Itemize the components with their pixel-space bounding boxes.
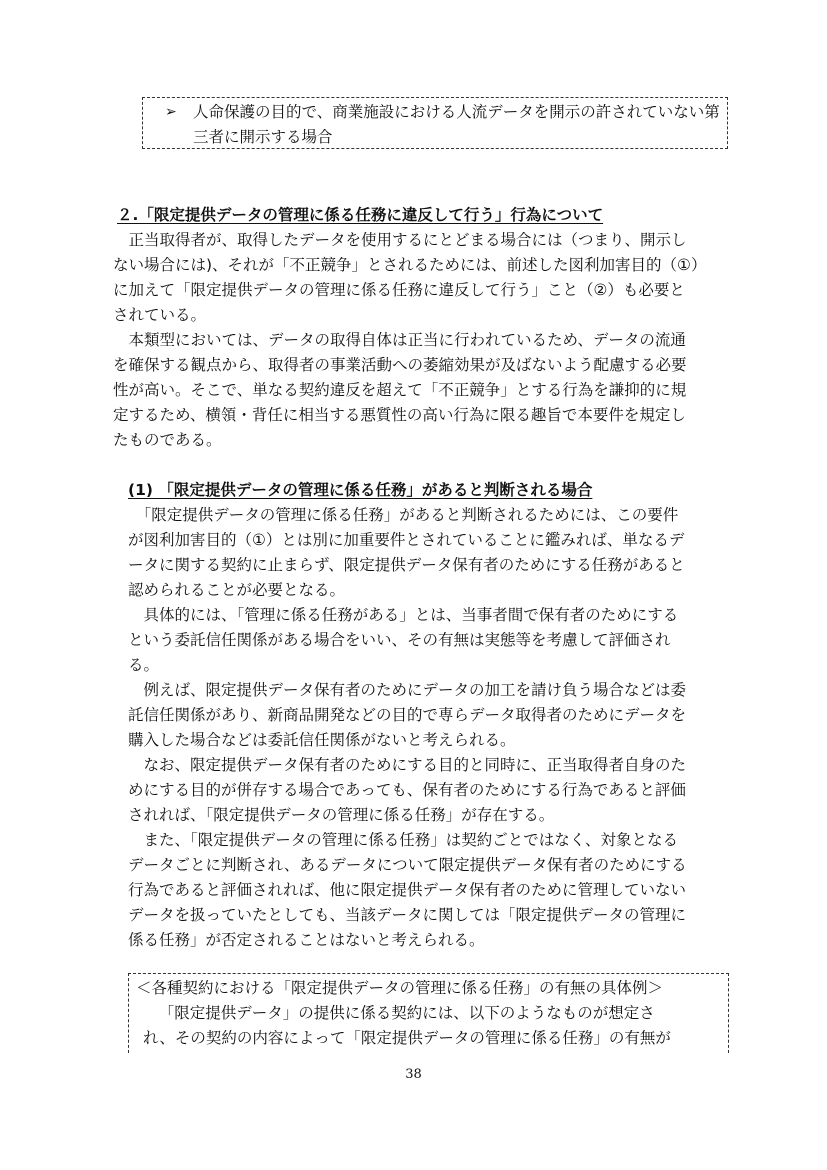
paragraph-line: ータに関する契約に止まらず、限定提供データ保有者のためにする任務があると bbox=[128, 556, 685, 574]
paragraph-line: 認められることが必要となる。 bbox=[128, 581, 346, 599]
paragraph-line: 「限定提供データの管理に係る任務」があると判断されるためには、この要件 bbox=[128, 506, 679, 524]
section-heading: ２.「限定提供データの管理に係る任務に違反して行う」行為について bbox=[117, 206, 604, 224]
paragraph-line: 係る任務」が否定されることはないと考えられる。 bbox=[128, 931, 485, 949]
paragraph-line: が図利加害目的（①）とは別に加重要件とされていることに鑑みれば、単なるデ bbox=[128, 531, 685, 549]
paragraph-line: また、「限定提供データの管理に係る任務」は契約ごとではなく、対象となる bbox=[128, 831, 678, 849]
example-box-line: 「限定提供データ」の提供に係る契約には、以下のようなものが想定さ bbox=[151, 1004, 655, 1022]
paragraph-line: 購入した場合などは委託信任関係がないと考えられる。 bbox=[128, 731, 516, 749]
paragraph-line: ない場合には)、それが「不正競争」とされるためには、前述した図利加害目的（①） bbox=[113, 256, 707, 274]
paragraph-line: 本類型においては、データの取得自体は正当に行われているため、データの流通 bbox=[113, 331, 686, 349]
paragraph-line: る。 bbox=[128, 656, 160, 674]
arrow-bullet-icon: ➢ bbox=[165, 104, 177, 120]
paragraph-line: 例えば、限定提供データ保有者のためにデータの加工を請け負う場合などは委 bbox=[128, 681, 687, 699]
paragraph-line: を確保する観点から、取得者の事業活動への萎縮効果が及ばないよう配慮する必要 bbox=[113, 356, 687, 374]
example-box-title: ＜各種契約における「限定提供データの管理に係る任務」の有無の具体例＞ bbox=[136, 979, 664, 997]
paragraph-line: たものである。 bbox=[113, 431, 222, 449]
paragraph-line: なお、限定提供データ保有者のためにする目的と同時に、正当取得者自身のた bbox=[128, 756, 687, 774]
paragraph-line: に加えて「限定提供データの管理に係る任務に違反して行う」こと（②）も必要と bbox=[113, 281, 685, 299]
paragraph-line: データごとに判断され、あるデータについて限定提供データ保有者のためにする bbox=[128, 856, 687, 874]
page-number: 38 bbox=[405, 1067, 422, 1082]
subsection-heading: (1) 「限定提供データの管理に係る任務」があると判断される場合 bbox=[128, 481, 593, 499]
paragraph-line: という委託信任関係がある場合をいい、その有無は実態等を考慮して評価され bbox=[128, 631, 671, 649]
paragraph-line: 行為であると評価されれば、他に限定提供データ保有者のために管理していない bbox=[128, 881, 687, 899]
paragraph-line: 具体的には、「管理に係る任務がある」とは、当事者間で保有者のためにする bbox=[128, 606, 679, 624]
paragraph-line: されれば、「限定提供データの管理に係る任務」が存在する。 bbox=[128, 806, 555, 824]
paragraph-line: されている。 bbox=[113, 306, 207, 324]
paragraph-line: めにする目的が併存する場合であっても、保有者のためにする行為であると評価 bbox=[128, 781, 686, 799]
bullet-text: 人命保護の目的で、商業施設における人流データを開示の許されていない第三者に開示する場合 bbox=[193, 103, 720, 146]
paragraph-line: 託信任関係があり、新商品開発などの目的で専らデータ取得者のためにデータを bbox=[128, 706, 687, 724]
paragraph-line: 正当取得者が、取得したデータを使用するにとどまる場合には（つまり、開示し bbox=[113, 231, 687, 249]
paragraph-line: 定するため、横領・背任に相当する悪質性の高い行為に限る趣旨で本要件を規定し bbox=[113, 406, 686, 424]
example-box-line: れ、その契約の内容によって「限定提供データの管理に係る任務」の有無が bbox=[143, 1029, 671, 1047]
paragraph-line: データを扱っていたとしても、当該データに関しては「限定提供データの管理に bbox=[128, 906, 687, 924]
paragraph-line: 性が高い。そこで、単なる契約違反を超えて「不正競争」とする行為を謙抑的に規 bbox=[113, 381, 687, 399]
